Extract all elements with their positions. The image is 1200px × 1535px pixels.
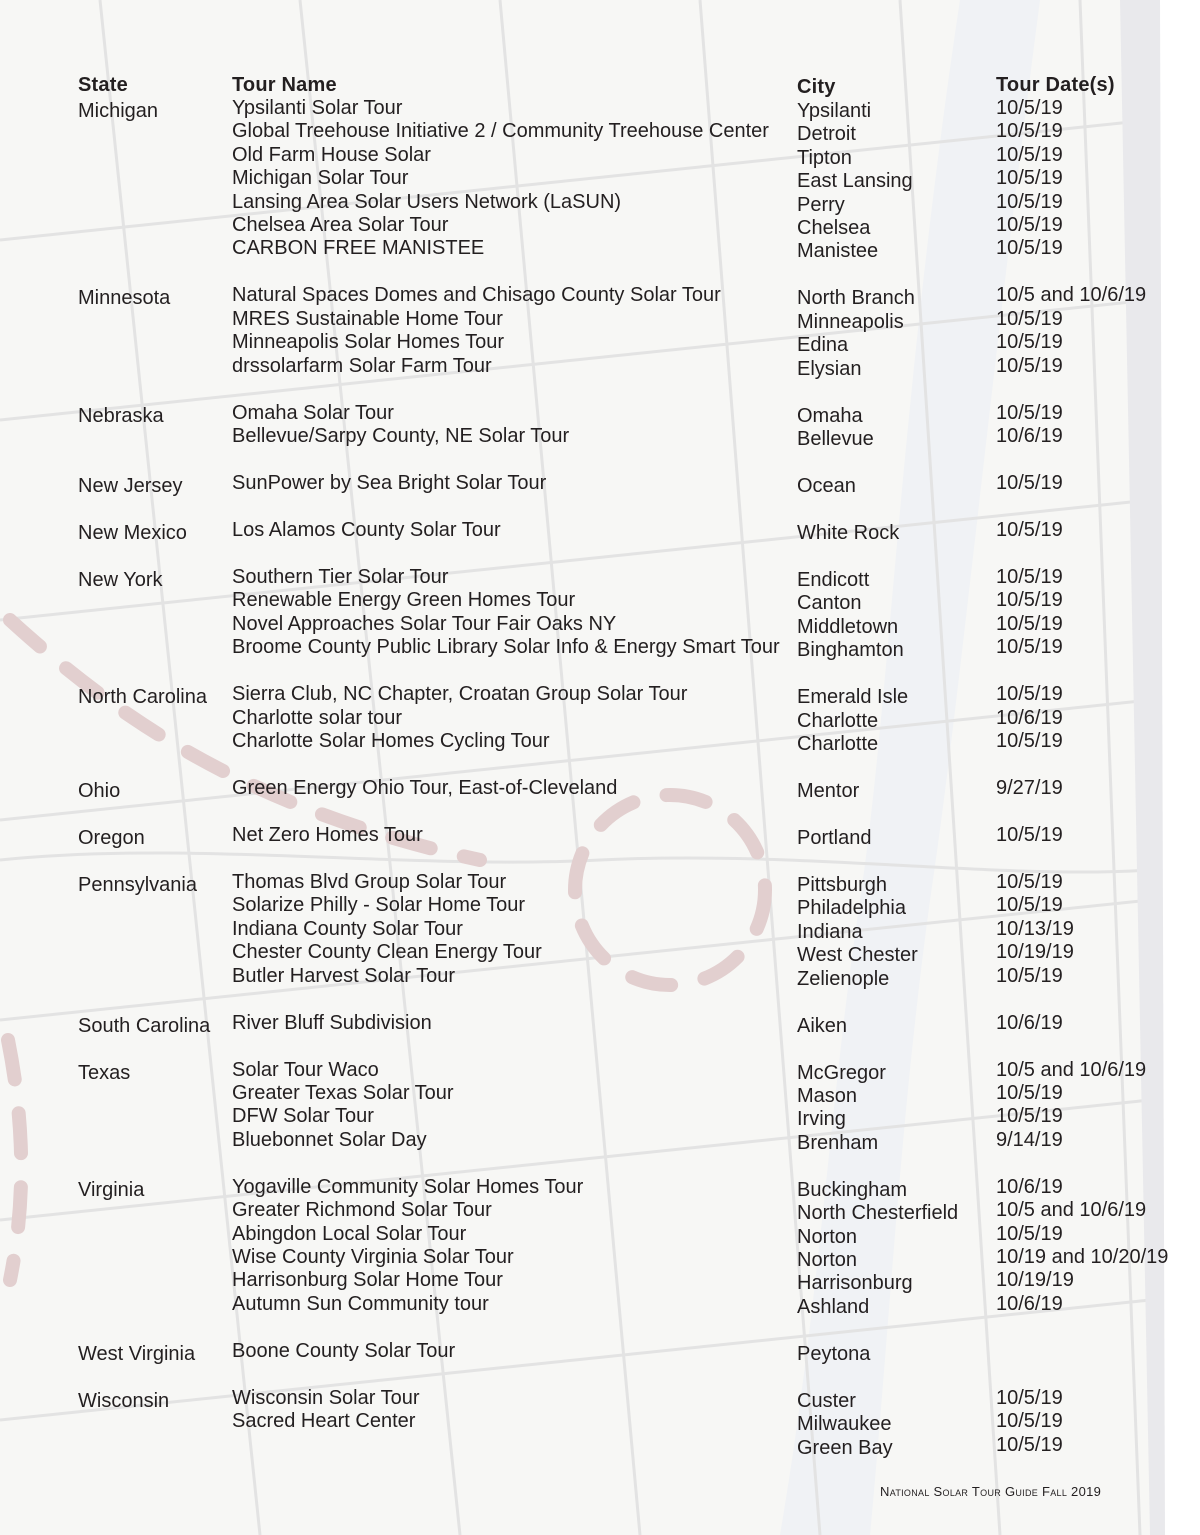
city-name: Charlotte: [797, 709, 879, 732]
city-name: Detroit: [797, 123, 856, 146]
tour-date: 10/5/19: [996, 237, 1063, 260]
city-name: Ocean: [797, 475, 856, 497]
city-name-column: [797, 405, 874, 452]
city-name: Manistee: [797, 240, 879, 263]
tour-date: 10/5/19: [996, 472, 1063, 494]
city-name: Norton: [797, 1248, 858, 1271]
city-name-column: [797, 1062, 886, 1156]
header-tour-dates: Tour Date(s): [996, 74, 1115, 96]
state-name: Minnesota: [78, 287, 171, 310]
city-name: Tipton: [797, 146, 852, 169]
city-name: Irving: [797, 1108, 846, 1131]
city-name-column: [797, 874, 918, 991]
city-name: East Lansing: [797, 170, 913, 193]
tour-date: 9/27/19: [996, 777, 1063, 799]
state-name: West Virginia: [78, 1342, 196, 1365]
city-name: Harrisonburg: [797, 1272, 913, 1295]
tour-name: Old Farm House Solar: [232, 143, 431, 166]
tour-date: 10/5/19: [996, 190, 1063, 213]
city-name-column: [797, 686, 908, 756]
tour-name-column: [232, 566, 780, 660]
city-name: Canton: [797, 592, 862, 615]
city-name: Endicott: [797, 569, 870, 591]
tour-date: 10/19/19: [996, 1269, 1074, 1292]
tour-name: Net Zero Homes Tour: [232, 824, 423, 846]
tour-name: Michigan Solar Tour: [232, 167, 409, 190]
tour-name-column: [232, 1340, 455, 1363]
tour-date: 10/6/19: [996, 706, 1063, 729]
tour-name-column: [232, 824, 423, 847]
tour-date: 10/5/19: [996, 143, 1063, 166]
tour-name: Broome County Public Library Solar Info & Energy Smart Tour: [232, 636, 780, 659]
city-name: Minneapolis: [797, 310, 904, 333]
tour-date: 10/5/19: [996, 589, 1063, 612]
city-name: Bellevue: [797, 427, 874, 450]
state-name: Virginia: [78, 1178, 145, 1201]
tour-date-column: [996, 97, 1063, 261]
city-name: McGregor: [797, 1061, 886, 1084]
tour-name: SunPower by Sea Bright Solar Tour: [232, 472, 547, 494]
tour-date-column: [996, 871, 1074, 988]
tour-date-column: [996, 284, 1146, 378]
city-name: Middletown: [797, 615, 899, 638]
tour-name: Indiana County Solar Tour: [232, 917, 463, 940]
tour-name-column: [232, 777, 617, 800]
tour-date-column: [996, 1012, 1063, 1035]
tour-name: Natural Spaces Domes and Chisago County Solar Tour: [232, 284, 721, 307]
tour-date: 10/5/19: [996, 519, 1063, 541]
tour-name: Greater Richmond Solar Tour: [232, 1199, 492, 1222]
tour-name: Renewable Energy Green Homes Tour: [232, 589, 576, 612]
tour-name: Charlotte solar tour: [232, 706, 403, 729]
tour-name-column: [232, 1176, 583, 1316]
tour-name: Bluebonnet Solar Day: [232, 1128, 427, 1151]
tour-name: Abingdon Local Solar Tour: [232, 1222, 467, 1245]
header-city: City: [797, 76, 836, 98]
tour-date: 10/5/19: [996, 167, 1063, 190]
tour-name: Harrisonburg Solar Home Tour: [232, 1269, 503, 1292]
tour-name: Wisconsin Solar Tour: [232, 1386, 420, 1409]
tour-name: Yogaville Community Solar Homes Tour: [232, 1175, 584, 1198]
header-state: State: [78, 74, 128, 96]
city-name-column: [797, 827, 872, 850]
tour-date: 10/5/19: [996, 213, 1063, 236]
tour-name: Omaha Solar Tour: [232, 401, 394, 424]
city-name: Norton: [797, 1225, 858, 1248]
city-name: Ashland: [797, 1295, 870, 1318]
city-name: West Chester: [797, 944, 918, 967]
tour-date: 10/19 and 10/20/19: [996, 1245, 1169, 1268]
tour-name: drssolarfarm Solar Farm Tour: [232, 354, 492, 377]
footer-publication-title: National Solar Tour Guide Fall 2019: [880, 1484, 1102, 1499]
city-name: Charlotte: [797, 732, 879, 755]
tour-name: Autumn Sun Community tour: [232, 1292, 489, 1315]
state-name: Pennsylvania: [78, 874, 197, 896]
tour-date: 10/5 and 10/6/19: [996, 1058, 1147, 1081]
city-name-column: [797, 287, 915, 381]
tour-name: Greater Texas Solar Tour: [232, 1081, 454, 1104]
tour-date: 10/5/19: [996, 683, 1063, 706]
city-name-column: [797, 475, 856, 498]
tour-date-column: [996, 1387, 1063, 1457]
state-name: North Carolina: [78, 686, 207, 709]
state-name: Wisconsin: [78, 1389, 170, 1412]
tour-name: Thomas Blvd Group Solar Tour: [232, 871, 507, 893]
city-name: Philadelphia: [797, 897, 906, 920]
tour-date: 10/13/19: [996, 917, 1074, 940]
city-name: Portland: [797, 827, 872, 849]
tour-name: Wise County Virginia Solar Tour: [232, 1245, 514, 1268]
city-name-column: [797, 1390, 893, 1460]
tour-name: Ypsilanti Solar Tour: [232, 97, 403, 119]
city-name: Ypsilanti: [797, 100, 872, 122]
state-name: New Mexico: [78, 522, 187, 544]
city-name: Pittsburgh: [797, 874, 888, 896]
tour-name: Green Energy Ohio Tour, East-of-Cleveland: [232, 777, 618, 799]
tour-date: 10/5/19: [996, 331, 1063, 354]
tour-date-column: [996, 1176, 1168, 1316]
state-name: Oregon: [78, 827, 145, 849]
tour-date: 10/5/19: [996, 1081, 1063, 1104]
tour-date-column: [996, 777, 1063, 800]
tour-date: 10/6/19: [996, 1292, 1063, 1315]
tour-name-column: [232, 472, 546, 495]
tour-name: CARBON FREE MANISTEE: [232, 237, 485, 260]
tour-date: 10/5/19: [996, 1410, 1063, 1433]
tour-date-column: [996, 683, 1063, 753]
state-name: Texas: [78, 1061, 131, 1084]
tour-name: Los Alamos County Solar Tour: [232, 519, 501, 541]
tour-name: Solarize Philly - Solar Home Tour: [232, 894, 526, 917]
city-name: Perry: [797, 193, 845, 216]
city-name-column: [797, 1179, 958, 1319]
tour-name: Global Treehouse Initiative 2 / Community Treehouse Center: [232, 120, 769, 143]
city-name: Elysian: [797, 357, 862, 380]
tour-name-column: [232, 97, 769, 261]
tour-date: 10/5 and 10/6/19: [996, 284, 1147, 307]
tour-date-column: [996, 519, 1063, 542]
city-name: Indiana: [797, 920, 863, 943]
state-name: New York: [78, 569, 163, 591]
tour-name: MRES Sustainable Home Tour: [232, 307, 503, 330]
tour-name: Minneapolis Solar Homes Tour: [232, 331, 504, 354]
city-name-column: [797, 569, 904, 663]
tour-name: Solar Tour Waco: [232, 1058, 379, 1081]
tour-date: 10/6/19: [996, 424, 1063, 447]
tour-date-column: [996, 472, 1063, 495]
state-name: New Jersey: [78, 475, 183, 497]
city-name: Binghamton: [797, 639, 904, 662]
city-name: Aiken: [797, 1014, 848, 1037]
tour-date: 10/5/19: [996, 729, 1063, 752]
tour-name: Butler Harvest Solar Tour: [232, 964, 456, 987]
city-name: North Chesterfield: [797, 1202, 959, 1225]
city-name: North Branch: [797, 287, 915, 310]
tour-name: DFW Solar Tour: [232, 1105, 374, 1128]
state-name: Ohio: [78, 780, 121, 802]
tour-date: 10/6/19: [996, 1175, 1063, 1198]
tour-date: 9/14/19: [996, 1128, 1063, 1151]
city-name: Mason: [797, 1084, 858, 1107]
tour-date: 10/5/19: [996, 894, 1063, 917]
city-name-column: [797, 100, 913, 264]
tour-name: Chester County Clean Energy Tour: [232, 941, 542, 964]
tour-date: 10/5/19: [996, 401, 1063, 424]
city-name: Green Bay: [797, 1436, 893, 1459]
city-name: Milwaukee: [797, 1413, 892, 1436]
tour-name: Charlotte Solar Homes Cycling Tour: [232, 729, 550, 752]
city-name-column: [797, 1015, 847, 1038]
city-name-column: [797, 1343, 870, 1366]
tour-date: 10/5 and 10/6/19: [996, 1199, 1147, 1222]
tour-date-column: [996, 402, 1063, 449]
tour-date: 10/5/19: [996, 612, 1063, 635]
tour-date: 10/5/19: [996, 824, 1063, 846]
city-name: Brenham: [797, 1131, 879, 1154]
tour-name-column: [232, 1012, 432, 1035]
state-name: Michigan: [78, 100, 159, 122]
tour-name-column: [232, 1387, 419, 1434]
tour-date: 10/5/19: [996, 97, 1063, 119]
tour-name-column: [232, 871, 542, 988]
tour-date: 10/5/19: [996, 354, 1063, 377]
tour-name: Novel Approaches Solar Tour Fair Oaks NY: [232, 612, 617, 635]
tour-name: Bellevue/Sarpy County, NE Solar Tour: [232, 424, 570, 447]
tour-date: 10/5/19: [996, 307, 1063, 330]
tour-name: Lansing Area Solar Users Network (LaSUN): [232, 190, 622, 213]
tour-name: River Bluff Subdivision: [232, 1011, 432, 1034]
tour-name-column: [232, 683, 687, 753]
tour-date-column: [996, 566, 1063, 660]
tour-date: 10/5/19: [996, 1386, 1063, 1409]
tour-date-column: [996, 1059, 1146, 1153]
tour-date: 10/5/19: [996, 1433, 1063, 1456]
city-name: Edina: [797, 334, 849, 357]
tour-name-column: [232, 402, 569, 449]
tour-date: 10/5/19: [996, 1105, 1063, 1128]
city-name: Custer: [797, 1389, 856, 1412]
tour-date-column: [996, 824, 1063, 847]
city-name: Buckingham: [797, 1178, 908, 1201]
tour-date: 10/6/19: [996, 1011, 1063, 1034]
city-name: Zelienople: [797, 967, 890, 990]
city-name: White Rock: [797, 522, 900, 544]
tour-date: 10/5/19: [996, 120, 1063, 143]
tour-name-column: [232, 284, 721, 378]
tour-name: Sacred Heart Center: [232, 1410, 416, 1433]
city-name: Emerald Isle: [797, 686, 909, 709]
city-name-column: [797, 522, 899, 545]
tour-date: 10/5/19: [996, 1222, 1063, 1245]
header-tour-name: Tour Name: [232, 74, 337, 96]
tour-date: 10/5/19: [996, 566, 1063, 588]
tour-name: Sierra Club, NC Chapter, Croatan Group Solar Tour: [232, 683, 688, 706]
city-name: Chelsea: [797, 216, 871, 239]
city-name: Omaha: [797, 404, 863, 427]
city-name: Mentor: [797, 780, 860, 802]
state-name: Nebraska: [78, 404, 164, 427]
tour-date: 10/5/19: [996, 636, 1063, 659]
tour-name: Boone County Solar Tour: [232, 1339, 456, 1362]
tour-date: 10/5/19: [996, 964, 1063, 987]
city-name-column: [797, 780, 859, 803]
state-name: South Carolina: [78, 1014, 211, 1037]
tour-name-column: [232, 1059, 454, 1153]
tour-date: 10/19/19: [996, 941, 1074, 964]
tour-name-column: [232, 519, 501, 542]
tour-name: Chelsea Area Solar Tour: [232, 213, 449, 236]
tour-name: Southern Tier Solar Tour: [232, 566, 449, 588]
tour-date: 10/5/19: [996, 871, 1063, 893]
city-name: Peytona: [797, 1342, 871, 1365]
